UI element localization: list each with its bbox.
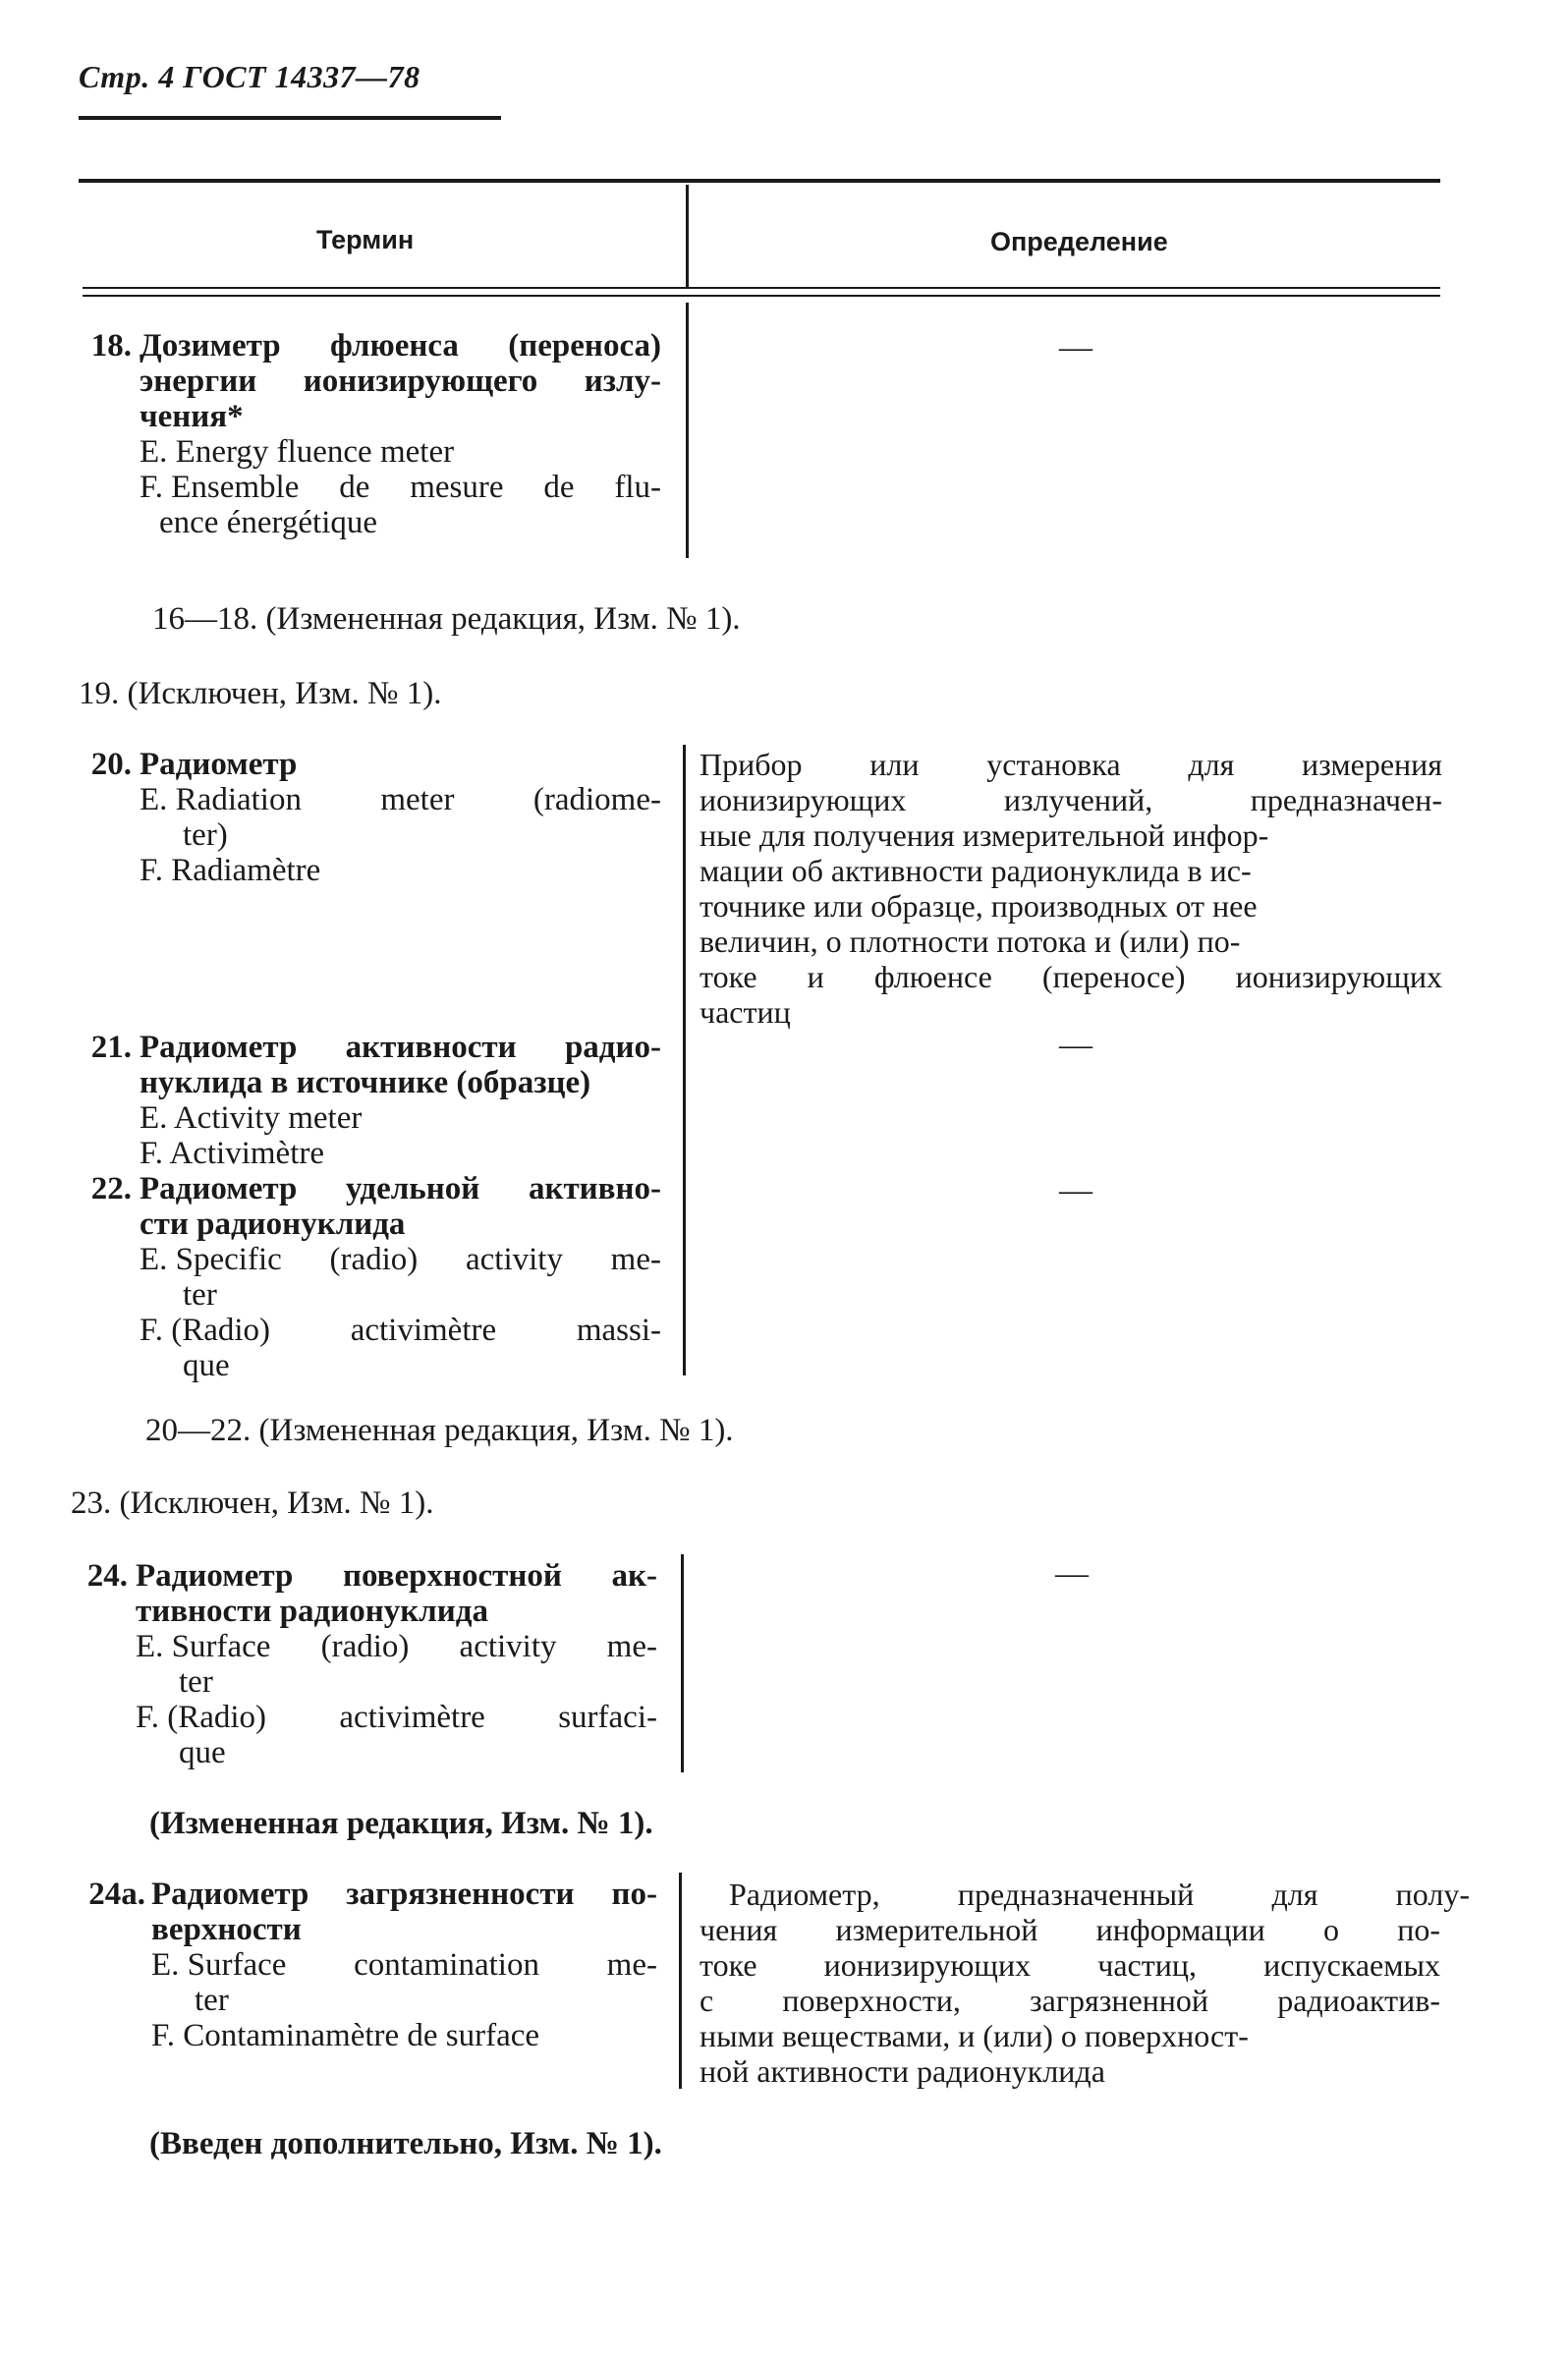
- note-text: 23. (Исключен, Изм. № 1).: [71, 1486, 434, 1521]
- header-rule: [79, 116, 501, 120]
- term-line: нуклида в источнике (образце): [140, 1065, 591, 1100]
- english-word: me-: [606, 1947, 657, 1983]
- def-line: точнике или образце, производных от нее: [700, 888, 1258, 924]
- english-word: (radio): [320, 1629, 410, 1664]
- note-text: (Введен дополнительно, Изм. № 1).: [149, 2126, 662, 2161]
- column-divider: [681, 1554, 684, 1772]
- french-equivalent: F. Radiamètre: [140, 853, 321, 888]
- def-word: токе: [700, 1947, 757, 1983]
- entry-number: 22.: [90, 1171, 132, 1206]
- english-word: (radio): [329, 1242, 419, 1277]
- term-entry-24: [86, 1558, 657, 1770]
- def-word: или: [869, 747, 920, 782]
- column-header-term: Термин: [316, 225, 415, 254]
- definition-dash: —: [1059, 329, 1092, 365]
- note-text: (Измененная редакция, Изм. № 1).: [149, 1806, 653, 1841]
- def-word: излучений,: [1003, 782, 1153, 817]
- term-word: (переноса): [508, 328, 661, 364]
- amendment-note: [149, 1806, 653, 1841]
- english-word: me-: [606, 1629, 657, 1664]
- entry-number: 21.: [90, 1030, 132, 1065]
- def-word: по-: [1397, 1912, 1440, 1947]
- term-word: Радиометр: [140, 1030, 298, 1065]
- term-entry-24a: [88, 1877, 657, 2053]
- def-word: предназначенный: [957, 1877, 1195, 1912]
- french-equivalent: F. Activimètre: [140, 1136, 324, 1171]
- french-word: flu-: [614, 470, 661, 505]
- french-word: massi-: [576, 1313, 661, 1348]
- term-word: радио-: [564, 1030, 661, 1065]
- def-word: для: [1188, 747, 1235, 782]
- def-line: ной активности радионуклида: [700, 2053, 1105, 2089]
- english-equivalent: ter: [179, 1664, 213, 1700]
- def-word: измерительной: [835, 1912, 1038, 1947]
- term-word: Дозиметр: [140, 328, 281, 364]
- english-word: E. Surface: [151, 1947, 287, 1983]
- english-word: E. Radiation: [140, 782, 302, 817]
- def-word: ионизирующих: [823, 1947, 1032, 1983]
- term-word: по-: [611, 1877, 657, 1912]
- def-word: Радиометр,: [729, 1877, 880, 1912]
- term-word: активно-: [528, 1171, 661, 1206]
- def-word: ионизирующих: [700, 782, 907, 817]
- english-equivalent: ter: [183, 1277, 217, 1313]
- term-word: загрязненности: [346, 1877, 575, 1912]
- french-word: surfaci-: [558, 1700, 657, 1735]
- definition-dash: —: [1059, 1027, 1092, 1063]
- def-word: Прибор: [700, 747, 803, 782]
- french-equivalent: que: [179, 1735, 226, 1770]
- def-word: предназначен-: [1250, 782, 1442, 817]
- french-equivalent: ence énergétique: [159, 505, 378, 540]
- def-word: флюенсе: [873, 959, 992, 994]
- term-line: Радиометр: [140, 747, 298, 782]
- french-equivalent: que: [183, 1348, 230, 1383]
- french-word: F. (Radio): [136, 1700, 267, 1735]
- english-word: (radiome-: [532, 782, 661, 817]
- english-equivalent: E. Energy fluence meter: [140, 434, 455, 470]
- def-line: частиц: [700, 994, 791, 1030]
- def-word: поверхности,: [782, 1983, 961, 2018]
- term-line: тивности радионуклида: [136, 1594, 488, 1629]
- french-word: F. Ensemble: [140, 470, 300, 505]
- column-divider: [679, 1873, 682, 2089]
- column-divider: [686, 303, 689, 558]
- def-line: ными веществами, и (или) о поверхност-: [700, 2018, 1249, 2053]
- page-header: Стр. 4 ГОСТ 14337—78: [79, 59, 420, 94]
- french-word: de: [543, 470, 575, 505]
- term-entry-22: [90, 1171, 661, 1383]
- english-equivalent: ter): [183, 817, 228, 853]
- english-equivalent: E. Activity meter: [140, 1100, 363, 1136]
- term-word: Радиометр: [136, 1558, 294, 1594]
- term-word: активности: [345, 1030, 517, 1065]
- french-word: F. (Radio): [140, 1313, 271, 1348]
- def-word: (переносе): [1041, 959, 1186, 994]
- term-word: флюенса: [329, 328, 459, 364]
- term-word: ионизирующего: [303, 364, 538, 399]
- def-word: частиц,: [1097, 1947, 1197, 1983]
- def-word: и: [807, 959, 824, 994]
- french-word: de: [339, 470, 370, 505]
- term-word: Радиометр: [151, 1877, 309, 1912]
- def-word: полу-: [1395, 1877, 1470, 1912]
- def-word: установка: [986, 747, 1121, 782]
- note-text: 16—18. (Измененная редакция, Изм. № 1).: [152, 601, 741, 637]
- table-head-rule-2: [83, 295, 1440, 297]
- term-word: поверхностной: [342, 1558, 562, 1594]
- french-equivalent: F. Contaminamètre de surface: [151, 2018, 540, 2053]
- table-head-rule-1: [83, 287, 1440, 289]
- excluded-entry-19: [79, 676, 442, 711]
- term-word: удельной: [346, 1171, 480, 1206]
- english-word: me-: [610, 1242, 661, 1277]
- def-word: токе: [700, 959, 757, 994]
- def-line: ные для получения измерительной инфор-: [700, 817, 1269, 853]
- english-equivalent: ter: [195, 1983, 229, 2018]
- excluded-entry-23: [71, 1486, 434, 1521]
- definition-dash: —: [1059, 1172, 1092, 1208]
- def-word: ионизирующих: [1235, 959, 1442, 994]
- term-entry-21: [90, 1030, 661, 1171]
- def-line: мации об активности радионуклида в ис-: [700, 853, 1252, 888]
- table-head-divider: [686, 185, 689, 288]
- def-word: чения: [700, 1912, 778, 1947]
- term-line: верхности: [151, 1912, 302, 1947]
- term-word: ак-: [611, 1558, 657, 1594]
- def-word: загрязненной: [1030, 1983, 1209, 2018]
- column-header-definition: Определение: [990, 227, 1168, 256]
- amendment-note: [145, 1413, 734, 1448]
- french-word: mesure: [410, 470, 504, 505]
- def-word: испускаемых: [1263, 1947, 1440, 1983]
- english-word: activity: [459, 1629, 557, 1664]
- term-entry-18: [90, 328, 661, 540]
- entry-number: 20.: [90, 747, 132, 782]
- definition-24a: [700, 1877, 1470, 2089]
- def-word: радиоактив-: [1277, 1983, 1440, 2018]
- english-word: E. Surface: [136, 1629, 271, 1664]
- def-word: измерения: [1302, 747, 1442, 782]
- term-line: чения*: [140, 399, 244, 434]
- def-word: с: [700, 1983, 714, 2018]
- def-line: величин, о плотности потока и (или) по-: [700, 924, 1241, 959]
- entry-number: 24.: [86, 1558, 128, 1594]
- def-word: для: [1271, 1877, 1318, 1912]
- definition-20: [700, 747, 1442, 1030]
- term-word: Радиометр: [140, 1171, 298, 1206]
- term-line: сти радионуклида: [140, 1206, 406, 1242]
- note-text: 19. (Исключен, Изм. № 1).: [79, 676, 442, 711]
- french-word: activimètre: [339, 1700, 485, 1735]
- entry-number: 18.: [90, 328, 132, 364]
- table-top-rule: [79, 179, 1440, 183]
- french-word: activimètre: [350, 1313, 497, 1348]
- def-word: о: [1322, 1912, 1339, 1947]
- amendment-note: [152, 601, 741, 637]
- note-text: 20—22. (Измененная редакция, Изм. № 1).: [145, 1413, 734, 1448]
- english-word: contamination: [354, 1947, 539, 1983]
- term-entry-20: [90, 747, 661, 888]
- term-word: излу-: [584, 364, 661, 399]
- column-divider: [683, 745, 686, 1375]
- english-word: activity: [465, 1242, 563, 1277]
- term-word: энергии: [140, 364, 257, 399]
- def-word: информации: [1095, 1912, 1265, 1947]
- amendment-note: [149, 2126, 662, 2161]
- english-word: E. Specific: [140, 1242, 282, 1277]
- entry-number: 24а.: [88, 1877, 145, 1912]
- definition-dash: —: [1055, 1555, 1089, 1592]
- english-word: meter: [380, 782, 455, 817]
